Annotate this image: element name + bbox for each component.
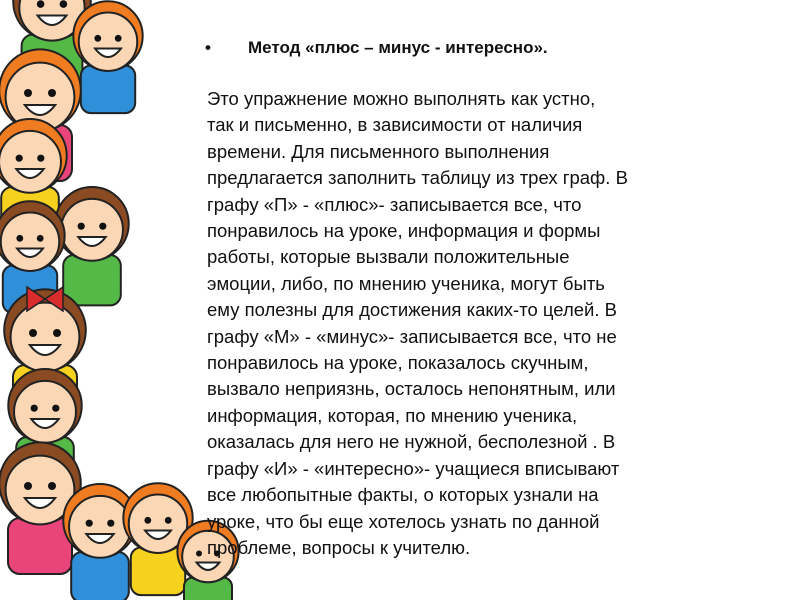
paragraph-line: информация, которая, по мнению ученика, bbox=[207, 404, 578, 426]
paragraph-line: эмоции, либо, по мнению ученика, могут быть bbox=[207, 272, 605, 294]
paragraph-line: графу «П» - «плюс»- записывается все, что bbox=[207, 193, 582, 215]
paragraph-line: понравилось на уроке, показалось скучным, bbox=[207, 352, 589, 374]
cartoon-child-icon bbox=[63, 484, 136, 600]
paragraph-line: оказалась для него не нужной, бесполезной . В bbox=[207, 431, 616, 453]
paragraph-line: вызвало неприязнь, осталось непонятным, или bbox=[207, 378, 616, 400]
paragraph-line: уроке, что бы еще хотелось узнать по данной bbox=[207, 510, 600, 532]
paragraph-line: работы, которые вызвали положительные bbox=[207, 246, 570, 268]
paragraph-line: проблеме, вопросы к учителю. bbox=[207, 536, 471, 558]
paragraph-line: все любопытные факты, о которых узнали на bbox=[207, 484, 599, 506]
paragraph-line: понравилось на уроке, информация и формы bbox=[207, 220, 601, 242]
paragraph-line: графу «И» - «интересно»- учащиеся вписывают bbox=[207, 457, 620, 479]
paragraph-line: времени. Для письменного выполнения bbox=[207, 140, 550, 162]
bullet-icon: • bbox=[205, 38, 211, 57]
cartoon-child-icon bbox=[73, 1, 142, 113]
paragraph-line: Это упражнение можно выполнять как устно, bbox=[207, 88, 596, 109]
paragraph-line: графу «М» - «минус»- записывается все, что не bbox=[207, 325, 617, 347]
paragraph-line: предлагается заполнить таблицу из трех граф. В bbox=[207, 167, 628, 189]
slide-paragraph bbox=[207, 86, 727, 561]
paragraph-line: ему полезны для достижения каких-то целей. В bbox=[207, 299, 617, 321]
cartoon-child-icon bbox=[55, 187, 128, 305]
paragraph-line: так и письменно, в зависимости от наличия bbox=[207, 114, 583, 136]
slide-heading: Метод «плюс – минус - интересно». bbox=[248, 38, 548, 57]
